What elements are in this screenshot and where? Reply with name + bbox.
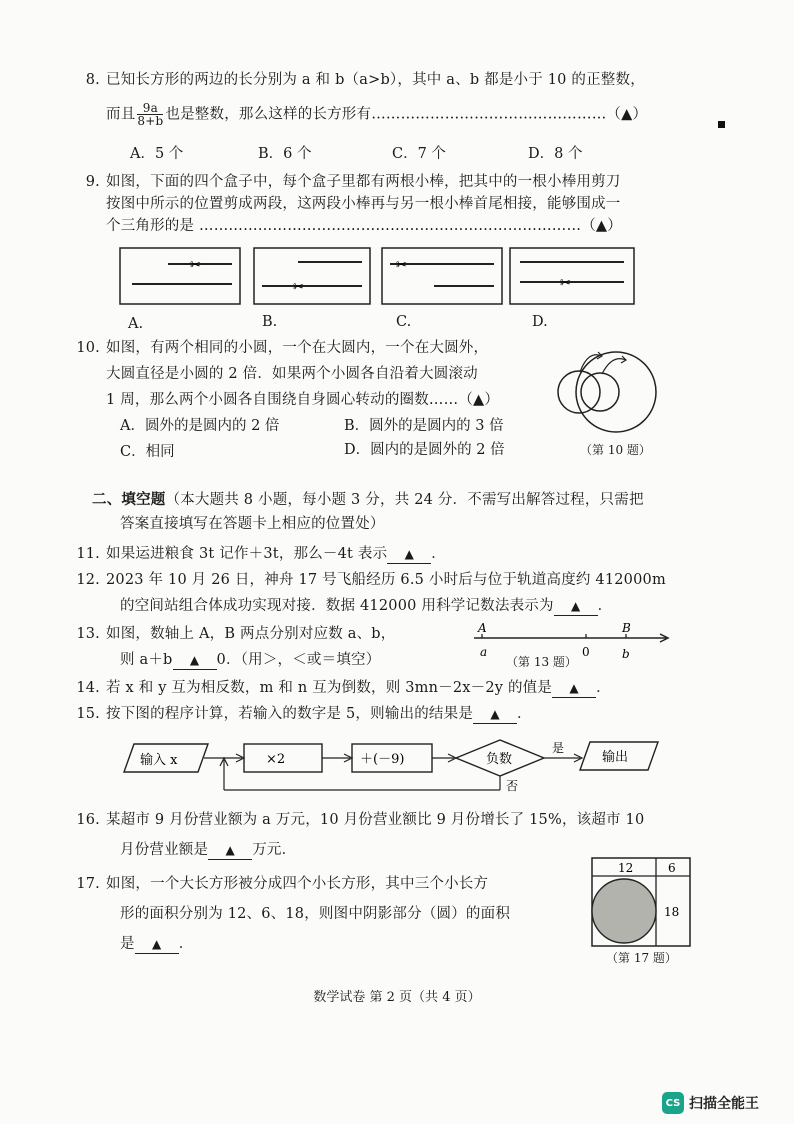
flow-check: 负数 xyxy=(486,752,513,767)
question-9-option-d: D. xyxy=(532,314,548,330)
box-a xyxy=(120,248,240,304)
question-17-line3: 是 ▲ ． xyxy=(120,936,194,952)
question-9-line2: 按图中所示的位置剪成两段，这两段小棒再与另一根小棒首尾相接，能够围成一 xyxy=(106,196,621,212)
answer-blank[interactable]: ▲ xyxy=(135,936,179,954)
question-9-option-b: B. xyxy=(262,314,278,330)
question-17-caption: （第 17 题） xyxy=(606,951,677,965)
answer-blank[interactable]: ▲ xyxy=(208,842,252,860)
scissors-icon: ✂ xyxy=(396,258,407,273)
answer-blank[interactable]: ▲ xyxy=(554,598,598,616)
question-10-line3: 1 周，那么两个小圆各自围绕自身圆心转动的圈数……（▲） xyxy=(106,392,500,408)
point-a-label: A xyxy=(478,621,487,635)
question-13-line2: 则 a＋b ▲ 0．（用＞，＜或＝填空） xyxy=(120,652,381,668)
question-8-line2: 而且 $\frac{9a}{8+b}$ 也是整数，那么这样的长方形有…………………………………………（▲） xyxy=(106,101,648,128)
question-10-caption: （第 10 题） xyxy=(580,443,651,457)
value-b-label: b xyxy=(622,647,630,661)
section-2-desc-line2: 答案直接填写在答题卡上相应的位置处） xyxy=(120,516,385,532)
question-15-flowchart xyxy=(120,738,668,794)
question-17-line2: 形的面积分别为 12、6、18，则图中阴影部分（圆）的面积 xyxy=(120,906,511,922)
scissors-icon: ✂ xyxy=(293,280,304,295)
answer-blank[interactable]: ▲ xyxy=(173,652,217,670)
flow-input: 输入 x xyxy=(140,753,178,768)
answer-blank[interactable]: ▲ xyxy=(473,706,517,724)
question-10-option-b: B．圆外的是圆内的 3 倍 xyxy=(344,418,504,434)
box-d xyxy=(510,248,634,304)
shaded-circle xyxy=(592,879,656,943)
question-12-line2: 的空间站组合体成功实现对接．数据 412000 用科学记数法表示为 ▲ ． xyxy=(120,598,613,614)
question-8-line1: 8. 已知长方形的两边的长分别为 a 和 b（a>b），其中 a、b 都是小于 10 的正整数， xyxy=(85,72,645,88)
question-10-circles-figure xyxy=(552,342,664,440)
question-13-caption: （第 13 题） xyxy=(506,655,577,669)
flow-yes: 是 xyxy=(552,741,565,755)
area-12: 12 xyxy=(618,861,634,875)
scanner-watermark xyxy=(662,1092,759,1114)
question-10-option-d: D．圆内的是圆外的 2 倍 xyxy=(344,442,505,458)
box-b xyxy=(254,248,370,304)
question-8-option-d: D．8 个 xyxy=(528,146,583,162)
question-9-option-a: A. xyxy=(128,316,144,332)
question-8-option-c: C．7 个 xyxy=(392,146,446,162)
question-12-line1: 12. 2023 年 10 月 26 日，神舟 17 号飞船经历 6.5 小时后与位于轨道高度约 412000m xyxy=(76,572,666,588)
scissors-icon: ✂ xyxy=(560,276,571,291)
answer-blank[interactable]: ▲ xyxy=(552,680,596,698)
value-a-label: a xyxy=(480,645,488,659)
flow-multiply: ×2 xyxy=(266,752,286,767)
question-11: 11. 如果运进粮食 3t 记作＋3t，那么－4t 表示 ▲ ． xyxy=(76,546,446,562)
flow-output: 输出 xyxy=(602,750,629,765)
answer-blank[interactable]: ▲ xyxy=(387,546,431,564)
question-16-line1: 16. 某超市 9 月份营业额为 a 万元，10 月份营业额比 9 月份增长了 15%，该超市 10 xyxy=(76,812,645,828)
zero-label: 0 xyxy=(582,645,590,659)
question-10-line1: 10. 如图，有两个相同的小圆，一个在大圆内，一个在大圆外， xyxy=(76,340,489,356)
question-13-line1: 13. 如图，数轴上 A，B 两点分别对应数 a、b， xyxy=(76,626,396,642)
flow-no: 否 xyxy=(506,779,519,793)
margin-mark xyxy=(718,121,725,128)
question-10-option-a: A．圆外的是圆内的 2 倍 xyxy=(120,418,280,434)
area-18: 18 xyxy=(664,905,680,919)
question-15: 15. 按下图的程序计算，若输入的数字是 5，则输出的结果是 ▲ ． xyxy=(76,706,532,722)
question-17-line1: 17. 如图，一个大长方形被分成四个小长方形，其中三个小长方 xyxy=(76,876,489,892)
area-6: 6 xyxy=(668,861,676,875)
point-b-label: B xyxy=(622,621,631,635)
question-10-option-c: C．相同 xyxy=(120,444,175,460)
question-9-option-c: C. xyxy=(396,314,412,330)
question-8-option-b: B．6 个 xyxy=(258,146,312,162)
section-2-header: 二、填空题（本大题共 8 小题，每小题 3 分，共 24 分．不需写出解答过程，只需把 xyxy=(92,492,644,508)
scanner-logo-icon: CS xyxy=(662,1092,684,1114)
question-8-option-a: A．5 个 xyxy=(130,146,184,162)
question-16-line2: 月份营业额是 ▲ 万元． xyxy=(120,842,297,858)
question-10-line2: 大圆直径是小圆的 2 倍．如果两个小圆各自沿着大圆滚动 xyxy=(106,366,478,382)
question-9-line3: 个三角形的是 ……………………………………………………………………（▲） xyxy=(106,218,622,234)
question-9-line1: 9. 如图，下面的四个盒子中，每个盒子里都有两根小棒，把其中的一根小棒用剪刀 xyxy=(85,174,621,190)
scissors-icon: ✂ xyxy=(190,258,201,273)
fraction-9a-over-8-plus-b: $\frac{9a}{8+b}$ xyxy=(137,101,164,128)
question-14: 14. 若 x 和 y 互为相反数，m 和 n 互为倒数，则 3mn－2x－2y 的值是 ▲ ． xyxy=(76,680,611,696)
question-17-rectangle-figure xyxy=(590,856,694,948)
scanner-name: 扫描全能王 xyxy=(689,1096,759,1112)
box-c xyxy=(382,248,502,304)
question-9-boxes-figure xyxy=(118,244,642,306)
page-footer: 数学试卷 第 2 页（共 4 页） xyxy=(313,990,481,1005)
flow-add: ＋(－9) xyxy=(360,752,405,767)
